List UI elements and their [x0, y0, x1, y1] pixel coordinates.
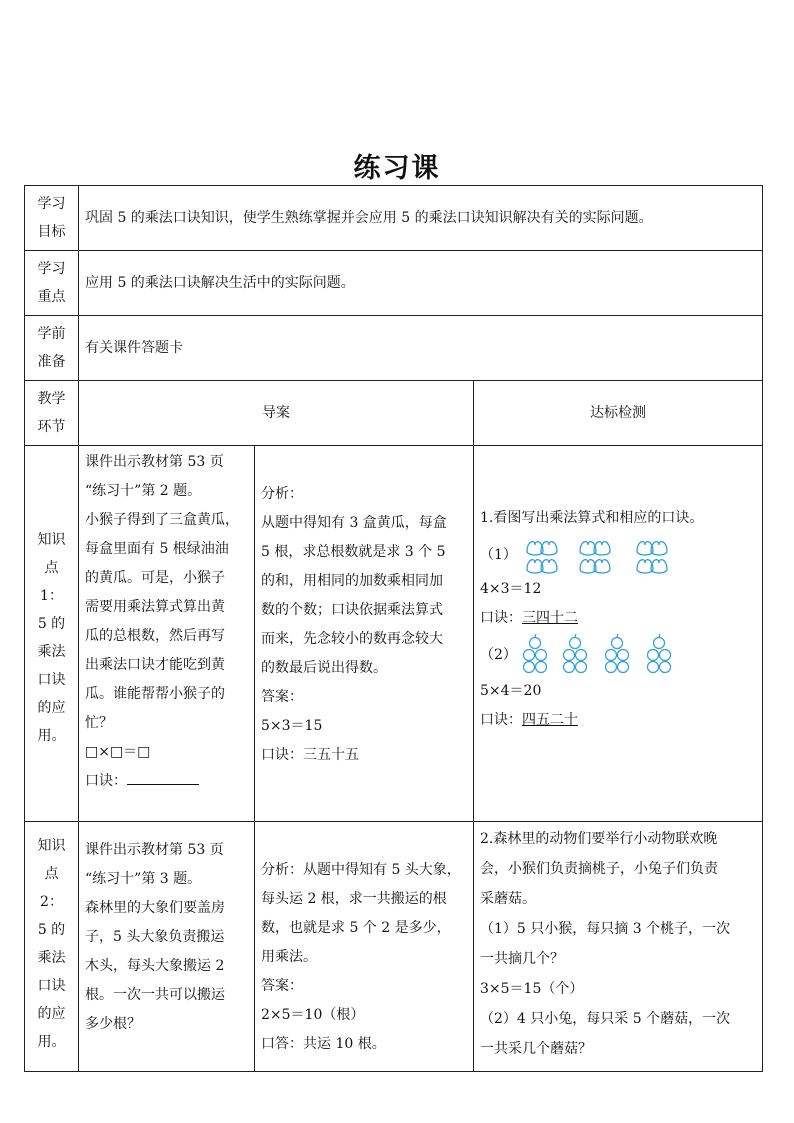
picture-row-2: （2）	[480, 633, 756, 677]
section-label: 教学 环节	[25, 381, 79, 446]
prep-label: 学前 准备	[25, 316, 79, 381]
row-objective	[25, 186, 763, 251]
focus-text: 应用 5 的乘法口诀解决生活中的实际问题。	[79, 251, 763, 316]
focus-label: 学习 重点	[25, 251, 79, 316]
answer-k2: 四五二十	[522, 712, 578, 728]
picture-row-1: （1）	[480, 535, 756, 575]
kp1-analysis: 分析： 从题中得知有 3 盒黄瓜，每盒 5 根，求总根数就是求 3 个 5 的和，用相同的加数乘相同加 数的个数；口诀依据乘法算式 而来，先念较小的数再念较大 的数最后说出得数。 答案： 5×3＝15 口诀：三五十五	[255, 446, 474, 822]
lesson-plan-table	[24, 185, 763, 1072]
kp2-label: 知识 点 2： 5 的 乘法 口诀 的应 用。	[25, 822, 79, 1072]
kp1-check: 1.看图写出乘法算式和相应的口诀。 （1） 4×3＝12 口诀：三四十二 （2） 5×4＝20 口诀：四五二十	[474, 446, 763, 822]
peach-icon	[523, 535, 683, 575]
prep-text: 有关课件答题卡	[79, 316, 763, 381]
answer-blank	[127, 783, 199, 785]
row-header	[25, 381, 763, 446]
objective-text: 巩固 5 的乘法口诀知识，使学生熟练掌握并会应用 5 的乘法口诀知识解决有关的实际问题。	[79, 186, 763, 251]
row-focus	[25, 251, 763, 316]
row-prep	[25, 316, 763, 381]
kp2-analysis: 分析：从题中得知有 5 头大象， 每头运 2 根，求一共搬运的根 数，也就是求 5 个 2 是多少， 用乘法。 答案： 2×5＝10（根） 口答：共运 10 根。	[255, 822, 474, 1072]
kp2-check: 2.森林里的动物们要举行小动物联欢晚 会，小猴们负责摘桃子，小兔子们负责 采蘑菇。 （1）5 只小猴，每只摘 3 个桃子，一次 一共摘几个？ 3×5＝15（个） （2）4 只小兔，每只采 5 个蘑菇，一次 一共采几个蘑菇？	[474, 822, 763, 1072]
kp1-label: 知识 点 1： 5 的 乘法 口诀 的应 用。	[25, 446, 79, 822]
kp1-guide: 课件出示教材第 53 页 “练习十”第 2 题。 小猴子得到了三盒黄瓜， 每盒里面有 5 根绿油油 的黄瓜。可是，小猴子 需要用乘法算式算出黄 瓜的总根数，然后再写 出乘法口诀才能吃到黄 瓜。谁能帮帮小猴子的 忙？ □×□＝□ 口诀：	[79, 446, 255, 822]
page-title: 练习课	[353, 153, 441, 184]
kp1-guide-answer: 口诀：	[85, 767, 248, 796]
guide-header: 导案	[79, 381, 474, 446]
kp2-guide: 课件出示教材第 53 页 “练习十”第 3 题。 森林里的大象们要盖房 子，5 头大象负责搬运 木头，每头大象搬运 2 根。一次一共可以搬运 多少根？	[79, 822, 255, 1072]
objective-label: 学习 目标	[25, 186, 79, 251]
apple-icon	[523, 633, 683, 677]
answer-k1: 三四十二	[522, 610, 578, 626]
row-kp1	[25, 446, 763, 822]
row-kp2	[25, 822, 763, 1072]
check-header: 达标检测	[474, 381, 763, 446]
